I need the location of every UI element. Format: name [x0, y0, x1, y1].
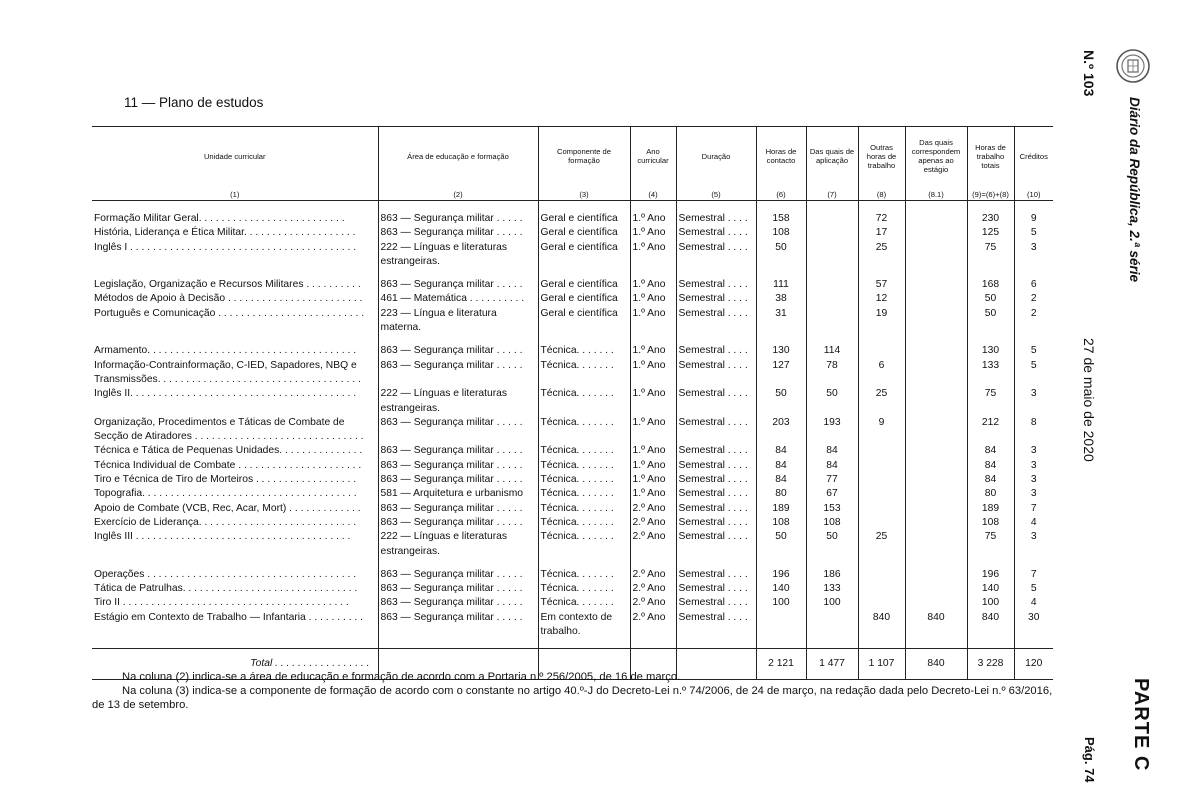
cell-duracao: Semestral . . . . — [676, 241, 756, 270]
cell-creditos: 30 — [1014, 611, 1053, 640]
cell-duracao: Semestral . . . . — [676, 568, 756, 582]
cell-outras-horas: 17 — [858, 226, 905, 240]
cell-outras-horas — [858, 487, 905, 501]
cell-horas-totais: 84 — [967, 459, 1014, 473]
cell-duracao: Semestral . . . . — [676, 226, 756, 240]
cell-componente: Técnica. . . . . . . — [538, 444, 630, 458]
table-row — [92, 241, 1053, 270]
cell-aplicacao — [806, 292, 858, 306]
cell-duracao: Semestral . . . . — [676, 596, 756, 610]
cell-horas-totais: 212 — [967, 416, 1014, 445]
cell-aplicacao: 100 — [806, 596, 858, 610]
cell-creditos: 3 — [1014, 473, 1053, 487]
cell-componente: Técnica. . . . . . . — [538, 582, 630, 596]
cell-unidade: Inglês II. . . . . . . . . . . . . . . . . . . . . . . . . . . . . . . . . . . . . . . . — [94, 388, 357, 400]
cell-horas-totais: 125 — [967, 226, 1014, 240]
cell-duracao: Semestral . . . . — [676, 444, 756, 458]
cell-ano: 1.º Ano — [630, 387, 676, 416]
table-row — [92, 387, 1053, 416]
cell-aplicacao: 153 — [806, 502, 858, 516]
cell-creditos: 3 — [1014, 459, 1053, 473]
cell-horas-contacto: 111 — [756, 278, 806, 292]
cell-horas-totais: 100 — [967, 596, 1014, 610]
cell-horas-totais: 50 — [967, 307, 1014, 336]
page-number: Pág. 74 — [1082, 737, 1097, 783]
republic-emblem-icon — [1115, 48, 1151, 84]
cell-horas-totais: 168 — [967, 278, 1014, 292]
cell-horas-totais: 108 — [967, 516, 1014, 530]
cell-aplicacao: 78 — [806, 359, 858, 388]
cell-unidade: História, Liderança e Ética Militar. . . . . . . . . . . . . . . . . . . . — [94, 227, 356, 239]
cell-estagio — [905, 582, 967, 596]
col-num: (8) — [858, 185, 905, 201]
cell-horas-totais: 75 — [967, 241, 1014, 270]
cell-area: 863 — Segurança militar . . . . . — [378, 444, 538, 458]
cell-duracao: Semestral . . . . — [676, 292, 756, 306]
cell-horas-totais: 50 — [967, 292, 1014, 306]
col-header-duracao: Duração — [676, 127, 756, 186]
cell-creditos: 3 — [1014, 387, 1053, 416]
cell-duracao: Semestral . . . . — [676, 212, 756, 226]
table-row — [92, 530, 1053, 559]
cell-area: 863 — Segurança militar . . . . . — [378, 516, 538, 530]
cell-duracao: Semestral . . . . — [676, 516, 756, 530]
cell-horas-contacto: 80 — [756, 487, 806, 501]
cell-estagio — [905, 502, 967, 516]
cell-area: 863 — Segurança militar . . . . . — [378, 611, 538, 640]
cell-componente: Geral e científica — [538, 226, 630, 240]
table-row — [92, 444, 1053, 458]
cell-unidade: Organização, Procedimentos e Táticas de Combate de Secção de Atiradores . . . . . . . . . . . . . . . . . . . . . . . . . . . . . . — [94, 416, 364, 443]
total-estagio: 840 — [905, 649, 967, 680]
cell-horas-contacto: 100 — [756, 596, 806, 610]
cell-componente: Técnica. . . . . . . — [538, 530, 630, 559]
cell-outras-horas — [858, 596, 905, 610]
cell-ano: 2.º Ano — [630, 596, 676, 610]
cell-horas-contacto: 189 — [756, 502, 806, 516]
table-row — [92, 516, 1053, 530]
table-row — [92, 502, 1053, 516]
cell-outras-horas: 19 — [858, 307, 905, 336]
cell-unidade: Tática de Patrulhas. . . . . . . . . . . . . . . . . . . . . . . . . . . . . . . — [94, 583, 358, 595]
cell-estagio — [905, 278, 967, 292]
cell-aplicacao: 84 — [806, 459, 858, 473]
cell-duracao: Semestral . . . . — [676, 611, 756, 640]
cell-estagio — [905, 444, 967, 458]
cell-unidade: Topografia. . . . . . . . . . . . . . . . . . . . . . . . . . . . . . . . . . . . . . — [94, 488, 357, 500]
cell-aplicacao: 186 — [806, 568, 858, 582]
col-header-estagio: Das quais correspondem apenas ao estágio — [905, 127, 967, 186]
cell-unidade: Inglês III . . . . . . . . . . . . . . . . . . . . . . . . . . . . . . . . . . . . . . — [94, 531, 351, 543]
table-row — [92, 596, 1053, 610]
cell-area: 863 — Segurança militar . . . . . — [378, 582, 538, 596]
cell-estagio — [905, 226, 967, 240]
cell-estagio — [905, 416, 967, 445]
cell-horas-contacto: 158 — [756, 212, 806, 226]
cell-horas-contacto: 84 — [756, 459, 806, 473]
cell-estagio — [905, 568, 967, 582]
cell-horas-contacto: 50 — [756, 387, 806, 416]
cell-unidade: Português e Comunicação . . . . . . . . . . . . . . . . . . . . . . . . . . — [94, 307, 365, 319]
cell-unidade: Armamento. . . . . . . . . . . . . . . . . . . . . . . . . . . . . . . . . . . . . — [94, 345, 357, 357]
cell-componente: Geral e científica — [538, 212, 630, 226]
cell-area: 863 — Segurança militar . . . . . — [378, 226, 538, 240]
cell-componente: Geral e científica — [538, 307, 630, 336]
cell-aplicacao — [806, 226, 858, 240]
cell-area: 581 — Arquitetura e urbanismo — [378, 487, 538, 501]
cell-horas-totais: 840 — [967, 611, 1014, 640]
cell-estagio — [905, 292, 967, 306]
cell-horas-contacto: 108 — [756, 226, 806, 240]
cell-duracao: Semestral . . . . — [676, 387, 756, 416]
cell-area: 461 — Matemática . . . . . . . . . . — [378, 292, 538, 306]
cell-horas-contacto: 203 — [756, 416, 806, 445]
table-row — [92, 611, 1053, 640]
issue-number: N.º 103 — [1081, 50, 1097, 97]
cell-unidade: Operações . . . . . . . . . . . . . . . . . . . . . . . . . . . . . . . . . . . . . — [94, 568, 357, 580]
total-label: Total . . . . . . . . . . . . . . . . . — [92, 649, 378, 680]
table-header-labels — [92, 127, 1053, 186]
cell-creditos: 5 — [1014, 359, 1053, 388]
issue-date: 27 de maio de 2020 — [1081, 338, 1097, 462]
col-num: (8.1) — [905, 185, 967, 201]
cell-aplicacao: 193 — [806, 416, 858, 445]
cell-componente: Técnica. . . . . . . — [538, 596, 630, 610]
cell-ano: 2.º Ano — [630, 502, 676, 516]
table-row — [92, 582, 1053, 596]
cell-horas-totais: 196 — [967, 568, 1014, 582]
cell-unidade: Estágio em Contexto de Trabalho — Infantaria . . . . . . . . . . — [94, 611, 363, 623]
cell-componente: Em contexto de trabalho. — [538, 611, 630, 640]
cell-aplicacao: 133 — [806, 582, 858, 596]
cell-horas-contacto: 130 — [756, 344, 806, 358]
table-row — [92, 416, 1053, 445]
cell-componente: Técnica. . . . . . . — [538, 473, 630, 487]
cell-area: 863 — Segurança militar . . . . . — [378, 416, 538, 445]
cell-creditos: 5 — [1014, 582, 1053, 596]
cell-aplicacao: 108 — [806, 516, 858, 530]
footnote: Na coluna (2) indica-se a área de educação e formação de acordo com a Portaria n.º 256/2005, de 16 de março. — [122, 671, 681, 683]
cell-horas-contacto: 38 — [756, 292, 806, 306]
cell-estagio — [905, 596, 967, 610]
cell-componente: Técnica. . . . . . . — [538, 416, 630, 445]
cell-componente: Técnica. . . . . . . — [538, 387, 630, 416]
cell-outras-horas: 57 — [858, 278, 905, 292]
cell-estagio: 840 — [905, 611, 967, 640]
cell-aplicacao: 114 — [806, 344, 858, 358]
cell-ano: 2.º Ano — [630, 530, 676, 559]
cell-creditos: 2 — [1014, 307, 1053, 336]
col-num: (7) — [806, 185, 858, 201]
cell-componente: Técnica. . . . . . . — [538, 487, 630, 501]
col-header-horas-contacto: Horas de contacto — [756, 127, 806, 186]
table-row — [92, 278, 1053, 292]
cell-outras-horas: 12 — [858, 292, 905, 306]
cell-area: 863 — Segurança militar . . . . . — [378, 344, 538, 358]
cell-componente: Técnica. . . . . . . — [538, 459, 630, 473]
cell-creditos: 3 — [1014, 487, 1053, 501]
part-label: PARTE C — [1130, 678, 1152, 772]
cell-unidade: Exercício de Liderança. . . . . . . . . . . . . . . . . . . . . . . . . . . . — [94, 516, 357, 528]
col-num: (9)=(6)+(8) — [967, 185, 1014, 201]
table-row — [92, 212, 1053, 226]
cell-duracao: Semestral . . . . — [676, 502, 756, 516]
cell-aplicacao: 50 — [806, 530, 858, 559]
cell-outras-horas: 840 — [858, 611, 905, 640]
cell-unidade: Técnica Individual de Combate . . . . . . . . . . . . . . . . . . . . . . — [94, 459, 362, 471]
cell-ano: 1.º Ano — [630, 241, 676, 270]
cell-estagio — [905, 530, 967, 559]
cell-ano: 1.º Ano — [630, 359, 676, 388]
cell-aplicacao: 84 — [806, 444, 858, 458]
cell-creditos: 7 — [1014, 502, 1053, 516]
total-horas-totais: 3 228 — [967, 649, 1014, 680]
cell-unidade: Formação Militar Geral. . . . . . . . . . . . . . . . . . . . . . . . . . — [94, 213, 345, 224]
cell-horas-totais: 75 — [967, 530, 1014, 559]
cell-creditos: 5 — [1014, 226, 1053, 240]
cell-estagio — [905, 387, 967, 416]
cell-unidade: Métodos de Apoio à Decisão . . . . . . . . . . . . . . . . . . . . . . . . — [94, 293, 363, 305]
cell-ano: 2.º Ano — [630, 568, 676, 582]
table-row — [92, 459, 1053, 473]
cell-creditos: 7 — [1014, 568, 1053, 582]
cell-outras-horas: 25 — [858, 241, 905, 270]
cell-aplicacao: 77 — [806, 473, 858, 487]
cell-area: 863 — Segurança militar . . . . . — [378, 473, 538, 487]
cell-horas-totais: 189 — [967, 502, 1014, 516]
cell-horas-totais: 84 — [967, 444, 1014, 458]
col-num: (10) — [1014, 185, 1053, 201]
cell-area: 222 — Línguas e literaturas estrangeiras. — [378, 241, 538, 270]
cell-outras-horas: 25 — [858, 530, 905, 559]
cell-aplicacao: 50 — [806, 387, 858, 416]
cell-horas-contacto: 50 — [756, 530, 806, 559]
cell-ano: 1.º Ano — [630, 278, 676, 292]
cell-horas-contacto — [756, 611, 806, 640]
cell-horas-totais: 140 — [967, 582, 1014, 596]
cell-horas-contacto: 84 — [756, 473, 806, 487]
cell-aplicacao — [806, 278, 858, 292]
cell-area: 223 — Língua e literatura materna. — [378, 307, 538, 336]
cell-area: 863 — Segurança militar . . . . . — [378, 502, 538, 516]
cell-componente: Técnica. . . . . . . — [538, 502, 630, 516]
footnotes — [92, 670, 1053, 712]
cell-estagio — [905, 307, 967, 336]
cell-componente: Geral e científica — [538, 278, 630, 292]
col-num: (5) — [676, 185, 756, 201]
cell-outras-horas: 9 — [858, 416, 905, 445]
table-row — [92, 359, 1053, 388]
cell-horas-totais: 230 — [967, 212, 1014, 226]
cell-estagio — [905, 241, 967, 270]
cell-componente: Geral e científica — [538, 241, 630, 270]
col-header-aplicacao: Das quais de aplicação — [806, 127, 858, 186]
col-num: (2) — [378, 185, 538, 201]
cell-horas-totais: 80 — [967, 487, 1014, 501]
cell-estagio — [905, 487, 967, 501]
cell-duracao: Semestral . . . . — [676, 344, 756, 358]
cell-creditos: 3 — [1014, 241, 1053, 270]
cell-creditos: 3 — [1014, 530, 1053, 559]
cell-outras-horas — [858, 502, 905, 516]
cell-area: 863 — Segurança militar . . . . . — [378, 212, 538, 226]
col-header-creditos: Créditos — [1014, 127, 1053, 186]
cell-area: 863 — Segurança militar . . . . . — [378, 568, 538, 582]
cell-estagio — [905, 359, 967, 388]
table-row — [92, 487, 1053, 501]
cell-componente: Geral e científica — [538, 292, 630, 306]
cell-aplicacao — [806, 212, 858, 226]
col-num: (4) — [630, 185, 676, 201]
cell-duracao: Semestral . . . . — [676, 416, 756, 445]
cell-unidade: Legislação, Organização e Recursos Militares . . . . . . . . . . — [94, 279, 361, 291]
cell-duracao: Semestral . . . . — [676, 487, 756, 501]
cell-horas-totais: 75 — [967, 387, 1014, 416]
col-header-componente: Componente de formação — [538, 127, 630, 186]
cell-aplicacao — [806, 611, 858, 640]
cell-ano: 1.º Ano — [630, 473, 676, 487]
cell-componente: Técnica. . . . . . . — [538, 344, 630, 358]
cell-duracao: Semestral . . . . — [676, 359, 756, 388]
cell-ano: 1.º Ano — [630, 444, 676, 458]
table-row — [92, 344, 1053, 358]
cell-horas-contacto: 84 — [756, 444, 806, 458]
cell-outras-horas — [858, 344, 905, 358]
col-num: (1) — [92, 185, 378, 201]
cell-estagio — [905, 459, 967, 473]
cell-ano: 1.º Ano — [630, 416, 676, 445]
cell-outras-horas: 6 — [858, 359, 905, 388]
cell-area: 222 — Línguas e literaturas estrangeiras. — [378, 387, 538, 416]
table-row — [92, 473, 1053, 487]
cell-horas-contacto: 140 — [756, 582, 806, 596]
col-header-ano: Ano curricular — [630, 127, 676, 186]
cell-aplicacao — [806, 307, 858, 336]
cell-estagio — [905, 344, 967, 358]
cell-duracao: Semestral . . . . — [676, 459, 756, 473]
cell-componente: Técnica. . . . . . . — [538, 568, 630, 582]
cell-unidade: Informação-Contrainformação, C-IED, Sapadores, NBQ e Transmissões. . . . . . . . . . . . . . . . . . . . . . . . . . . . . . . . . . . . — [94, 359, 361, 385]
cell-horas-contacto: 50 — [756, 241, 806, 270]
table-row — [92, 292, 1053, 306]
cell-creditos: 4 — [1014, 596, 1053, 610]
cell-creditos: 6 — [1014, 278, 1053, 292]
col-num: (3) — [538, 185, 630, 201]
cell-componente: Técnica. . . . . . . — [538, 516, 630, 530]
cell-area: 863 — Segurança militar . . . . . — [378, 596, 538, 610]
cell-outras-horas — [858, 444, 905, 458]
cell-ano: 2.º Ano — [630, 582, 676, 596]
cell-ano: 1.º Ano — [630, 344, 676, 358]
cell-outras-horas — [858, 582, 905, 596]
table-row — [92, 568, 1053, 582]
cell-outras-horas: 72 — [858, 212, 905, 226]
total-outras-horas: 1 107 — [858, 649, 905, 680]
cell-outras-horas — [858, 568, 905, 582]
cell-ano: 2.º Ano — [630, 516, 676, 530]
cell-creditos: 2 — [1014, 292, 1053, 306]
table-body — [92, 201, 1053, 680]
section-title: 11 — Plano de estudos — [124, 95, 264, 110]
cell-ano: 1.º Ano — [630, 292, 676, 306]
cell-area: 863 — Segurança militar . . . . . — [378, 278, 538, 292]
cell-horas-totais: 133 — [967, 359, 1014, 388]
cell-ano: 1.º Ano — [630, 226, 676, 240]
cell-area: 222 — Línguas e literaturas estrangeiras. — [378, 530, 538, 559]
cell-horas-contacto: 127 — [756, 359, 806, 388]
col-header-horas-totais: Horas de trabalho totais — [967, 127, 1014, 186]
cell-aplicacao: 67 — [806, 487, 858, 501]
col-num: (6) — [756, 185, 806, 201]
cell-ano: 1.º Ano — [630, 487, 676, 501]
total-creditos: 120 — [1014, 649, 1053, 680]
cell-ano: 1.º Ano — [630, 212, 676, 226]
cell-duracao: Semestral . . . . — [676, 278, 756, 292]
cell-horas-contacto: 31 — [756, 307, 806, 336]
study-plan-table — [92, 126, 1053, 680]
col-header-area: Área de educação e formação — [378, 127, 538, 186]
cell-outras-horas — [858, 516, 905, 530]
cell-componente: Técnica. . . . . . . — [538, 359, 630, 388]
cell-duracao: Semestral . . . . — [676, 582, 756, 596]
col-header-outras-horas: Outras horas de trabalho — [858, 127, 905, 186]
footnote: Na coluna (3) indica-se a componente de formação de acordo com o constante no artigo 40.º-J do Decreto-Lei n.º 74/2006, de 24 de março, na redação dada pelo Decreto-Lei n.º 63/2016, de 13 de setembro. — [92, 685, 1053, 711]
cell-unidade: Inglês I . . . . . . . . . . . . . . . . . . . . . . . . . . . . . . . . . . . . . . . . — [94, 241, 357, 253]
cell-outras-horas — [858, 459, 905, 473]
total-horas-contacto: 2 121 — [756, 649, 806, 680]
cell-estagio — [905, 212, 967, 226]
table-row — [92, 307, 1053, 336]
cell-creditos: 5 — [1014, 344, 1053, 358]
cell-ano: 2.º Ano — [630, 611, 676, 640]
cell-outras-horas — [858, 473, 905, 487]
cell-creditos: 8 — [1014, 416, 1053, 445]
cell-horas-contacto: 108 — [756, 516, 806, 530]
cell-creditos: 4 — [1014, 516, 1053, 530]
cell-estagio — [905, 516, 967, 530]
col-header-unidade: Unidade curricular — [92, 127, 378, 186]
cell-unidade: Tiro II . . . . . . . . . . . . . . . . . . . . . . . . . . . . . . . . . . . . . . . . — [94, 597, 349, 609]
total-aplicacao: 1 477 — [806, 649, 858, 680]
table-row — [92, 226, 1053, 240]
cell-horas-contacto: 196 — [756, 568, 806, 582]
cell-aplicacao — [806, 241, 858, 270]
cell-duracao: Semestral . . . . — [676, 473, 756, 487]
cell-unidade: Apoio de Combate (VCB, Rec, Acar, Mort) . . . . . . . . . . . . . — [94, 502, 361, 514]
cell-creditos: 3 — [1014, 444, 1053, 458]
cell-outras-horas: 25 — [858, 387, 905, 416]
cell-duracao: Semestral . . . . — [676, 530, 756, 559]
cell-ano: 1.º Ano — [630, 307, 676, 336]
cell-area: 863 — Segurança militar . . . . . — [378, 459, 538, 473]
cell-unidade: Técnica e Tática de Pequenas Unidades. . . . . . . . . . . . . . . — [94, 445, 363, 457]
journal-title: Diário da República, 2.ª série — [1127, 97, 1142, 283]
cell-estagio — [905, 473, 967, 487]
cell-unidade: Tiro e Técnica de Tiro de Morteiros . . . . . . . . . . . . . . . . . . — [94, 474, 357, 486]
cell-area: 863 — Segurança militar . . . . . — [378, 359, 538, 388]
cell-ano: 1.º Ano — [630, 459, 676, 473]
table-header-numbers — [92, 185, 1053, 201]
cell-creditos: 9 — [1014, 212, 1053, 226]
cell-horas-totais: 130 — [967, 344, 1014, 358]
cell-duracao: Semestral . . . . — [676, 307, 756, 336]
cell-horas-totais: 84 — [967, 473, 1014, 487]
